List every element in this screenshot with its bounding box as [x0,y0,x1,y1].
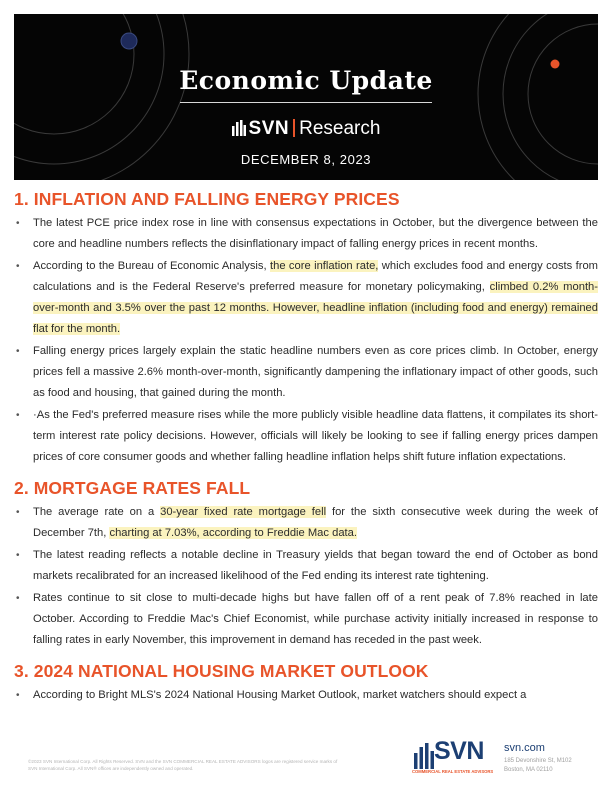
list-item: • ·As the Fed's preferred measure rises while the more publicly visible headline data flattens, it compilates its short-term interest rate policy decisions. However, officials will likely be looking to see if falling energy prices dampen prices of core consumer goods and whether falling headline inflation helps shift future inflation expectations. [14,405,598,468]
highlighted-text: the core inflation rate, [270,260,379,272]
highlighted-text: 30-year fixed rate mortgage fell [160,506,327,518]
planet-blue-icon [121,33,137,49]
brand-separator [293,119,295,137]
office-address [504,757,572,775]
section-heading: 3. 2024 NATIONAL HOUSING MARKET OUTLOOK [14,661,429,681]
text-run: According to the Bureau of Economic Analysis, [33,260,270,272]
list-item [14,502,598,544]
page-footer [14,738,598,778]
bullet-list [14,213,598,468]
legal-notice: ©2023 SVN International Corp. All Rights Reserved. SVN and the SVN COMMERCIAL REAL ESTATE ADVISORS logos are registered service marks of SVN International Corp. All SVN® offices are independently owned and operated. [28,759,338,771]
header-banner [14,14,598,180]
title-divider [180,102,432,103]
text-run: for the sixth consecutive week during the week of December 7th, [33,506,598,539]
section-heading: 1. INFLATION AND FALLING ENERGY PRICES [14,189,400,209]
list-item: • The latest PCE price index rose in line with consensus expectations in October, but the divergence between the core and headline numbers reflects the disinflationary impact of falling energy prices in recent months. [14,213,598,255]
footer-logo-tagline: COMMERCIAL REAL ESTATE ADVISORS [412,769,494,774]
section-inflation [14,189,598,468]
page-title: Economic Update [179,66,433,95]
list-item: • The latest reading reflects a notable decline in Treasury yields that began toward the end of October as bond markets recalibrated for an increased likelihood of the Fed ending its interest rate tightening. [14,545,598,587]
section-housing-outlook [14,661,598,706]
svn-bars-logo-icon [232,120,246,142]
bullet-list [14,685,598,706]
section-heading: 2. MORTGAGE RATES FALL [14,478,251,498]
text-run: The average rate on a [33,506,161,518]
section-mortgage-rates [14,478,598,651]
svn-bars-logo-icon [414,743,434,769]
main-content [14,189,598,707]
highlighted-text: charting at 7.03%, according to Freddie Mac data. [109,527,357,539]
list-item [14,256,598,340]
website-link[interactable]: svn.com [504,742,545,754]
address-line: 185 Devonshire St, M102 [504,758,572,764]
address-line: Boston, MA 02110 [504,767,553,773]
list-item: • Rates continue to sit close to multi-decade highs but have fallen off of a rent peak of 7.8% reached in late October. According to Freddie Mac's Chief Economist, while purchase activity initially increased in response to falling rates in early November, this improvement in demand has receded in the past week. [14,588,598,651]
list-item: • According to Bright MLS's 2024 National Housing Market Outlook, market watchers should expect a [14,685,598,706]
footer-logo-word: SVN [434,737,484,765]
bullet-list [14,502,598,651]
report-date: DECEMBER 8, 2023 [240,152,372,167]
brand-svn: SVN [248,118,290,139]
brand-research: Research [299,118,381,139]
text-run: which excludes food and energy costs from calculations and is the Federal Reserve's preferred measure for monetary policymaking, [33,260,599,293]
brand-logo [14,118,598,142]
footer-logo [412,737,506,777]
list-item: • Falling energy prices largely explain the static headline numbers even as core prices climb. In October, energy prices fell a massive 2.6% month-over-month, significantly dampening the inflationary impact of other goods, such as food and housing, that gained during the month. [14,341,598,404]
highlighted-text: climbed 0.2% month-over-month and 3.5% over the past 12 months. However, headline inflation (including food and energy) remained flat for the month. [33,281,598,335]
